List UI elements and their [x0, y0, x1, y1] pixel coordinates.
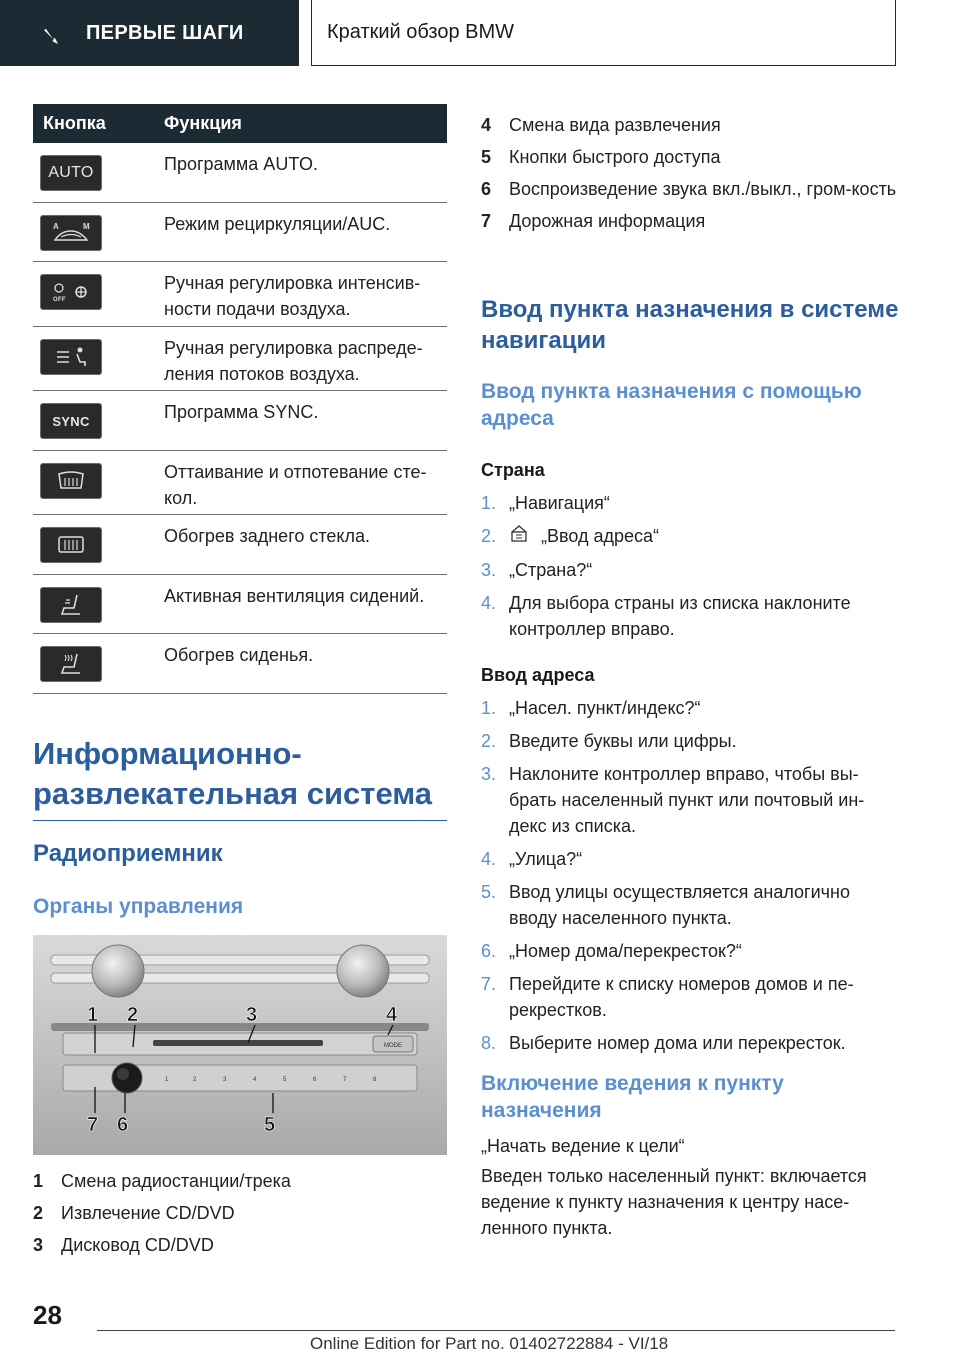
recirculation-button-icon	[40, 215, 102, 251]
svg-text:2: 2	[193, 1077, 197, 1083]
svg-text:1: 1	[165, 1077, 169, 1083]
svg-text:OFF: OFF	[53, 297, 66, 303]
auto-button-icon: AUTO	[40, 155, 102, 191]
list-item: 4. Для выбора страны из списка наклоните контроллер вправо.	[481, 593, 851, 639]
photo-label-6: 6	[117, 1114, 129, 1136]
guidance-text: Введен только населенный пункт: включается ведение к пункту назначения к центру насе-ленного пункта.	[481, 1166, 867, 1238]
svg-text:7: 7	[343, 1077, 347, 1083]
photo-label-7: 7	[87, 1114, 99, 1136]
svg-text:MODE: MODE	[384, 1043, 402, 1049]
table-row	[33, 143, 447, 203]
photo-label-1: 1	[87, 1004, 99, 1026]
table-row	[33, 515, 447, 575]
svg-text:4: 4	[253, 1077, 257, 1083]
radio-controls-list	[33, 1168, 447, 1264]
list-item: 1. „Навигация“	[481, 493, 610, 513]
row-text: Режим рециркуляции/AUC.	[164, 214, 391, 234]
list-item: 7. Перейдите к списку номеров домов и пе-рекрестков.	[481, 974, 854, 1020]
list-item: 3. „Страна?“	[481, 560, 593, 580]
seat-heating-button-icon	[40, 646, 102, 682]
navigation-icon	[509, 523, 531, 550]
heading-radio: Радиоприемник	[33, 840, 223, 867]
svg-text:6: 6	[313, 1077, 317, 1083]
air-distribution-button-icon	[40, 339, 102, 375]
list-item: 2. „Ввод адреса“	[481, 523, 901, 550]
list-item: 3. Наклоните контроллер вправо, чтобы вы-брать населенный пункт или почтовый ин-декс из списка.	[481, 764, 865, 836]
list-item: 2 Извлечение CD/DVD	[33, 1203, 235, 1223]
fan-button-icon	[40, 274, 102, 310]
svg-text:5: 5	[283, 1077, 287, 1083]
row-text: Программа SYNC.	[164, 402, 319, 422]
table-row	[33, 262, 447, 327]
col-button-header: Кнопка	[43, 113, 106, 133]
photo-label-3: 3	[246, 1004, 258, 1026]
heading-navigation: Ввод пункта назначения в системе навигации	[481, 296, 899, 354]
photo-label-4: 4	[386, 1004, 398, 1026]
guidance-command: „Начать ведение к цели“	[481, 1136, 685, 1156]
svg-text:A: A	[53, 222, 60, 231]
radio-controls-list-cont	[481, 112, 901, 240]
list-item: 4. „Улица?“	[481, 849, 583, 869]
rear-defrost-button-icon	[40, 527, 102, 563]
list-item: 6 Воспроизведение звука вкл./выкл., гром-кость	[481, 179, 897, 199]
list-item: 3 Дисковод CD/DVD	[33, 1235, 214, 1255]
table-row	[33, 327, 447, 391]
radio-controls-photo	[33, 935, 447, 1155]
lightning-icon	[42, 29, 60, 50]
chapter-title: Краткий обзор BMW	[327, 21, 515, 43]
seat-ventilation-button-icon	[40, 587, 102, 623]
row-text: Ручная регулировка распреде-ления потоков воздуха.	[164, 338, 423, 384]
row-text: Ручная регулировка интенсив-ности подачи воздуха.	[164, 273, 421, 319]
list-item: 5 Кнопки быстрого доступа	[481, 147, 721, 167]
sync-button-icon: SYNC	[40, 403, 102, 439]
table-row	[33, 203, 447, 262]
row-text: Программа AUTO.	[164, 154, 318, 174]
country-steps	[481, 490, 901, 649]
list-item: 1 Смена радиостанции/трека	[33, 1171, 291, 1191]
photo-label-5: 5	[264, 1114, 276, 1136]
footer-divider	[97, 1330, 895, 1331]
photo-label-2: 2	[127, 1004, 139, 1026]
page-number: 28	[33, 1300, 62, 1330]
col-function-header: Функция	[164, 113, 242, 133]
svg-text:8: 8	[373, 1077, 377, 1083]
row-text: Обогрев сиденья.	[164, 645, 314, 665]
svg-text:M: M	[83, 222, 90, 231]
list-item: 7 Дорожная информация	[481, 211, 706, 231]
table-row	[33, 575, 447, 634]
climate-buttons-table	[33, 104, 447, 694]
list-item: 4 Смена вида развлечения	[481, 115, 721, 135]
table-row	[33, 391, 447, 451]
row-text: Активная вентиляция сидений.	[164, 586, 425, 606]
heading-guidance: Включение ведения к пункту назначения	[481, 1072, 784, 1122]
table-row	[33, 451, 447, 515]
list-item: 5. Ввод улицы осуществляется аналогично вводу населенного пункта.	[481, 882, 850, 928]
edition-info: Online Edition for Part no. 01402722884 - VI/18	[310, 1334, 669, 1353]
heading-infotainment: Информационно-развлекательная система	[33, 734, 447, 821]
row-text: Обогрев заднего стекла.	[164, 526, 371, 546]
row-text: Оттаивание и отпотевание сте-кол.	[164, 462, 427, 508]
heading-controls: Органы управления	[33, 895, 244, 918]
list-item: 6. „Номер дома/перекресток?“	[481, 941, 742, 961]
list-item: 8. Выберите номер дома или перекресток.	[481, 1033, 846, 1053]
section-title: ПЕРВЫЕ ШАГИ	[86, 21, 244, 44]
list-item: 2. Введите буквы или цифры.	[481, 731, 737, 751]
table-header	[33, 104, 447, 143]
heading-country: Страна	[481, 460, 545, 480]
list-item: 1. „Насел. пункт/индекс?“	[481, 698, 701, 718]
heading-address-entry: Ввод пункта назначения с помощью адреса	[481, 380, 862, 430]
heading-address: Ввод адреса	[481, 665, 595, 685]
address-steps	[481, 695, 901, 1063]
chapter-tab[interactable]	[311, 0, 896, 66]
defrost-button-icon	[40, 463, 102, 499]
table-row	[33, 634, 447, 694]
section-tab[interactable]	[0, 0, 299, 66]
svg-text:3: 3	[223, 1077, 227, 1083]
